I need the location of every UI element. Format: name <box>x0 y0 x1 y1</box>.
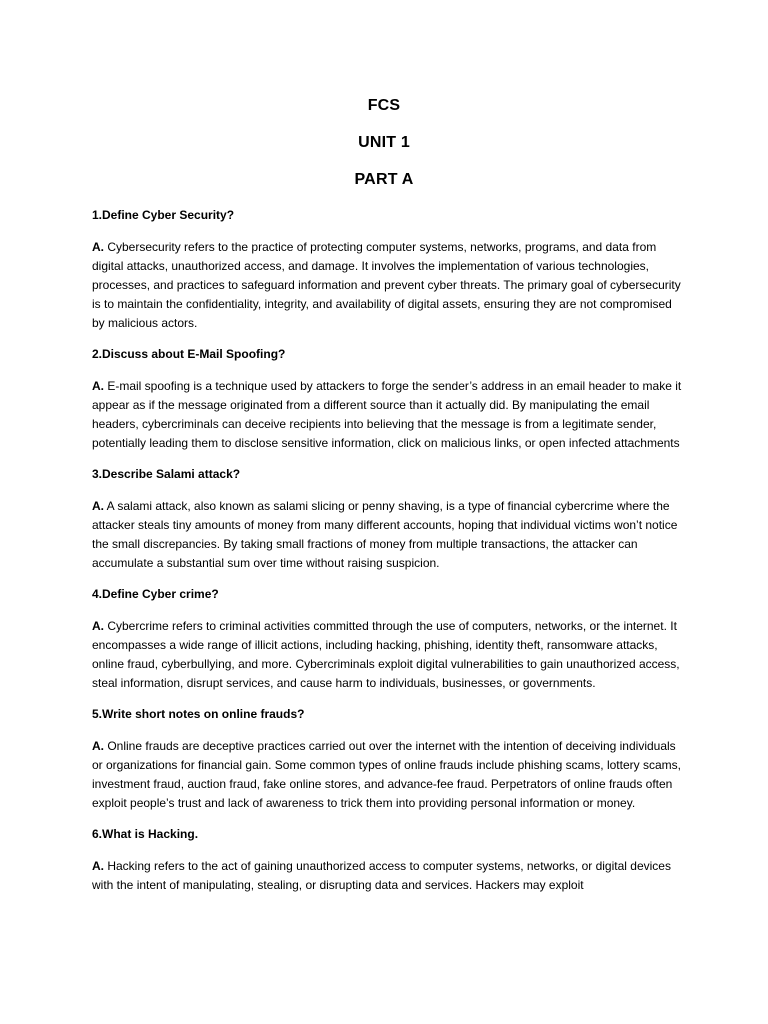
qa-item-4 <box>92 585 682 693</box>
answer-paragraph <box>92 737 682 813</box>
answer-text: E-mail spoofing is a technique used by attackers to forge the sender’s address in an email header to make it appear as if the message originated from a different source than it actually did. By manipulating the email headers, cybercriminals can deceive recipients into believing that the message is from a legitimate sender, potentially leading them to disclose sensitive information, click on malicious links, or open infected attachments <box>92 379 682 450</box>
question-text: 1.Define Cyber Security? <box>92 208 235 222</box>
qa-item-6 <box>92 825 682 895</box>
answer-prefix: A. <box>92 859 104 873</box>
answer-prefix: A. <box>92 739 104 753</box>
question-text: 5.Write short notes on online frauds? <box>92 707 305 721</box>
part-heading: PART A <box>354 171 414 188</box>
answer-text: Online frauds are deceptive practices carried out over the internet with the intention of deceiving individuals or organizations for financial gain. Some common types of online frauds include phishing scams, lottery scams, investment fraud, auction fraud, fake online stores, and advance-fee fraud. Perpetrators of online frauds often exploit people’s trust and lack of awareness to trick them into providing personal information or money. <box>92 739 681 810</box>
answer-paragraph <box>92 617 682 693</box>
qa-item-3 <box>92 465 682 573</box>
answer-prefix: A. <box>92 619 104 633</box>
qa-item-1 <box>92 206 682 333</box>
question-text: 3.Describe Salami attack? <box>92 467 241 481</box>
question-text: 6.What is Hacking. <box>92 827 199 841</box>
unit-heading: UNIT 1 <box>358 134 410 151</box>
answer-text: Cybercrime refers to criminal activities committed through the use of computers, networks, or the internet. It encompasses a wide range of illicit actions, including hacking, phishing, identity theft, ransomware attacks, online fraud, cyberbullying, and more. Cybercriminals exploit digital vulnerabilities to gain unauthorized access, steal information, disrupt services, and cause harm to individuals, businesses, or governments. <box>92 619 680 690</box>
answer-text: Cybersecurity refers to the practice of protecting computer systems, networks, programs, and data from digital attacks, unauthorized access, and damage. It involves the implementation of various technologies, processes, and practices to safeguard information and prevent cyber threats. The primary goal of cybersecurity is to maintain the confidentiality, integrity, and availability of digital assets, ensuring they are not compromised by malicious actors. <box>92 240 681 330</box>
document-titles <box>0 96 768 207</box>
answer-paragraph <box>92 377 682 453</box>
answer-paragraph <box>92 857 682 895</box>
answer-paragraph <box>92 238 682 333</box>
question-text: 2.Discuss about E-Mail Spoofing? <box>92 347 286 361</box>
qa-item-5 <box>92 705 682 813</box>
answer-prefix: A. <box>92 379 104 393</box>
qa-item-2 <box>92 345 682 453</box>
document-body <box>92 206 682 907</box>
answer-prefix: A. <box>92 499 104 513</box>
answer-prefix: A. <box>92 240 104 254</box>
answer-text: Hacking refers to the act of gaining unauthorized access to computer systems, networks, or digital devices with the intent of manipulating, stealing, or disrupting data and services. Hackers may exploit <box>92 859 671 892</box>
answer-text: A salami attack, also known as salami slicing or penny shaving, is a type of financial cybercrime where the attacker steals tiny amounts of money from many different accounts, hoping that individual victims won’t notice the small discrepancies. By taking small fractions of money from multiple transactions, the attacker can accumulate a substantial sum over time without raising suspicion. <box>92 499 678 570</box>
question-text: 4.Define Cyber crime? <box>92 587 219 601</box>
document-title: FCS <box>367 97 401 114</box>
answer-paragraph <box>92 497 682 573</box>
